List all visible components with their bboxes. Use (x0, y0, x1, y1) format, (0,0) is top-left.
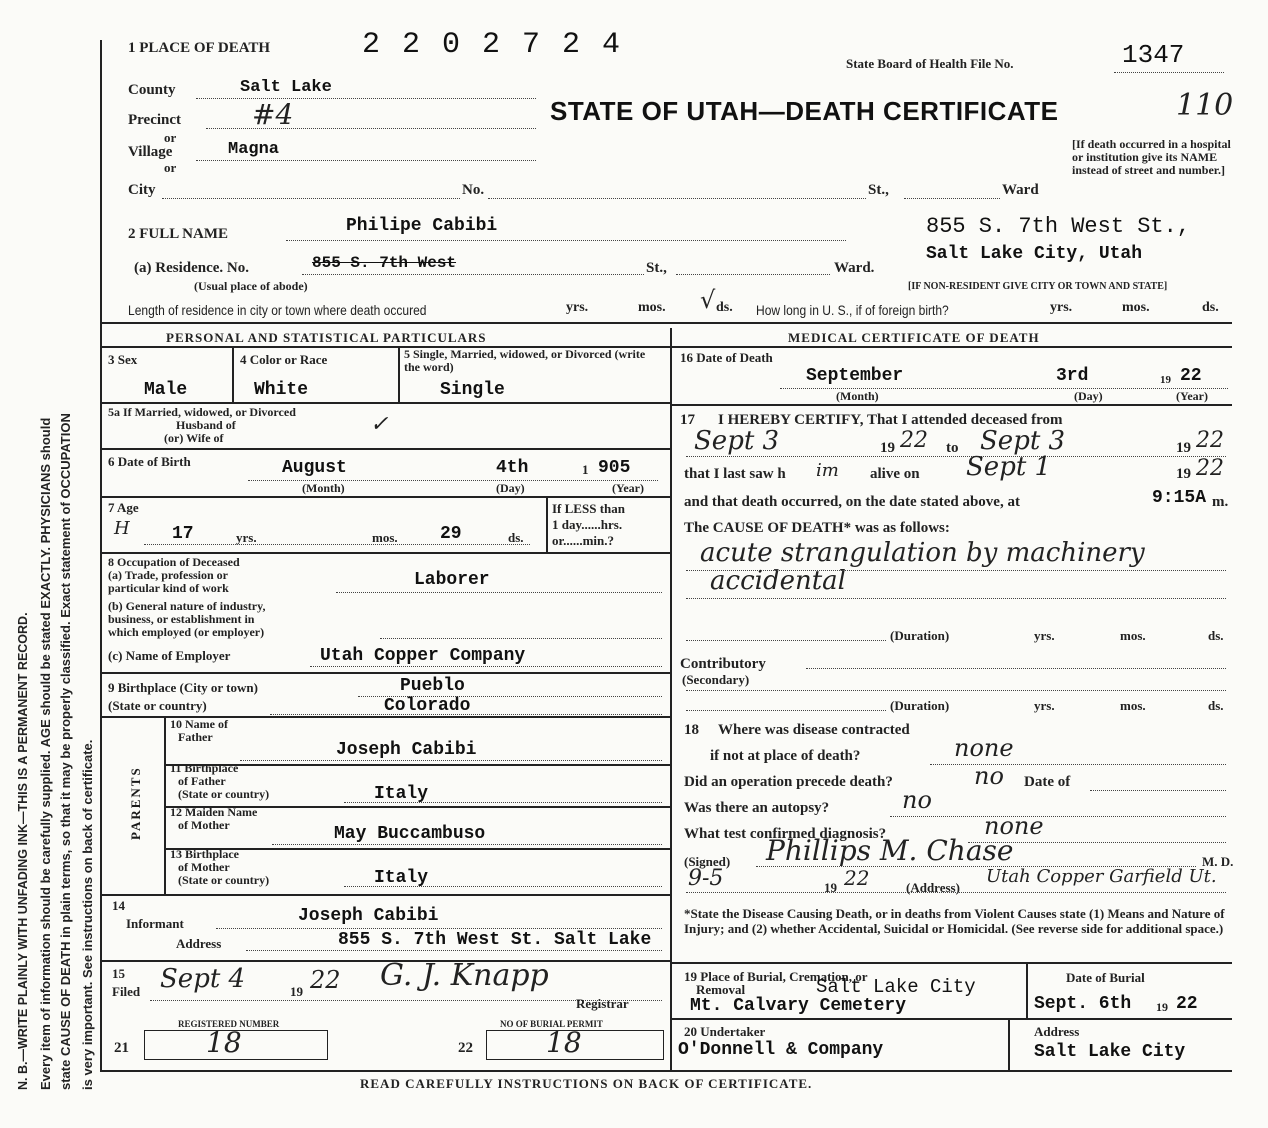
race-value: White (254, 380, 309, 400)
attended-to-year: 22 (1196, 428, 1224, 453)
physician-signature: Phillips M. Chase (766, 834, 1014, 867)
sidebar-line-4: is very important. See instructions on back of certificate. (80, 739, 95, 1090)
last-saw-year: 22 (1196, 456, 1224, 481)
employer-label: (c) Name of Employer (108, 648, 231, 663)
attended-from-year: 22 (900, 428, 928, 453)
race-label: 4 Color or Race (240, 352, 328, 367)
disease-number: 18 (684, 722, 699, 738)
death-year-label: (Year) (1176, 389, 1208, 403)
file-label: State Board of Health File No. (846, 56, 1014, 71)
footnote: *State the Disease Causing Death, or in deaths from Violent Causes state (1) Means and Nature of Injury; and (2) whether Accidental, Suicidal or Homicidal. (See reverse side for additional space.) (684, 906, 1225, 936)
burial-year: 22 (1176, 994, 1198, 1014)
dob-year: 905 (598, 458, 631, 478)
father-bp-label-3: (State or country) (178, 787, 270, 801)
us-ds: ds. (1202, 300, 1219, 315)
age-mark: H (114, 518, 130, 539)
alive-on-text: alive on (870, 466, 920, 482)
burial-date: Sept. 6th (1034, 994, 1132, 1014)
burial-city: Salt Lake City (816, 976, 976, 998)
duration-yrs-1: yrs. (1034, 628, 1055, 643)
certify-number: 17 (680, 412, 695, 428)
age-ds-label: ds. (508, 530, 524, 545)
parents-label: PARENTS (128, 766, 143, 840)
informant-address-label: Address (176, 936, 222, 951)
full-name-label: 2 FULL NAME (128, 226, 229, 242)
duration-yrs-2: yrs. (1034, 698, 1055, 713)
death-time-m: m. (1212, 494, 1229, 510)
ward-label: Ward (1002, 182, 1039, 198)
village-label: Village (128, 144, 173, 160)
less-than-label-3: or......min.? (552, 533, 614, 548)
attended-from-date: Sept 3 (694, 426, 780, 456)
precinct-label: Precinct (128, 112, 182, 128)
less-than-label-1: If LESS than (552, 501, 625, 516)
top-section-border (100, 322, 1232, 324)
or-label-1: or (164, 130, 177, 145)
burial-date-label: Date of Burial (1066, 970, 1145, 985)
usual-abode-label: (Usual place of abode) (194, 279, 308, 293)
county-label: County (128, 82, 176, 98)
test-value: none (984, 812, 1044, 840)
length-yrs: yrs. (566, 300, 589, 315)
duration-ds-1: ds. (1208, 628, 1224, 643)
duration-mos-1: mos. (1120, 628, 1146, 643)
occupation-label-2: (a) Trade, profession or (108, 568, 228, 582)
disease-label-2: if not at place of death? (710, 748, 861, 764)
industry-label-2: business, or establishment in (108, 612, 255, 626)
age-yrs-label: yrs. (236, 530, 257, 545)
father-bp-label-1: 11 Birthplace (170, 761, 239, 775)
operation-value: no (974, 762, 1004, 790)
birthplace-city: Pueblo (400, 676, 465, 696)
marital-label: 5 Single, Married, widowed, or Divorced (write the word) (404, 347, 646, 374)
dob-year-label: (Year) (612, 481, 644, 495)
cause-label: The CAUSE OF DEATH* was as follows: (684, 520, 950, 536)
signed-date: 9-5 (688, 866, 724, 891)
filed-year: 22 (310, 966, 341, 994)
hospital-note: [If death occurred in a hospital or institution give its NAME instead of street and number.] (1072, 137, 1231, 177)
occupation-value: Laborer (414, 570, 490, 590)
burial-place: Mt. Calvary Cemetery (690, 996, 907, 1016)
attended-to-date: Sept 3 (980, 426, 1066, 456)
medical-section-title: MEDICAL CERTIFICATE OF DEATH (788, 330, 1040, 345)
mother-label-1: 12 Maiden Name (170, 805, 258, 819)
center-divider (670, 328, 672, 1070)
registrar-label: Registrar (576, 996, 629, 1011)
father-birthplace: Italy (374, 784, 429, 804)
spouse-label-2: Husband of (176, 418, 236, 432)
certificate-title: STATE OF UTAH—DEATH CERTIFICATE (550, 96, 1059, 126)
industry-label-3: which employed (or employer) (108, 625, 265, 639)
no-label: No. (462, 182, 485, 198)
father-label-2: Father (178, 730, 213, 744)
stamp-number: 2 2 0 2 7 2 4 (362, 28, 623, 62)
dob-month-label: (Month) (302, 481, 345, 495)
dob-day: 4th (496, 458, 529, 478)
address-line-2: Salt Lake City, Utah (926, 244, 1143, 264)
us-residence-label: How long in U. S., if of foreign birth? (756, 302, 949, 318)
undertaker-address-label: Address (1034, 1024, 1080, 1039)
duration-ds-2: ds. (1208, 698, 1224, 713)
registered-field-number: 21 (114, 1040, 129, 1056)
duration-label-2: (Duration) (890, 698, 950, 713)
birthplace-label-2: (State or country) (108, 698, 207, 713)
to-19: 19 (1176, 440, 1191, 456)
personal-section-title: PERSONAL AND STATISTICAL PARTICULARS (166, 330, 487, 345)
left-border (100, 40, 102, 1070)
nonresident-label: [IF NON-RESIDENT GIVE CITY OR TOWN AND STATE] (908, 281, 1168, 292)
father-label-1: 10 Name of (170, 717, 228, 731)
residence-st-label: St., (646, 260, 667, 276)
burial-label-1: 19 Place of Burial, Cremation, or (684, 969, 868, 984)
burial-permit-field-number: 22 (458, 1040, 473, 1056)
death-month-label: (Month) (836, 389, 879, 403)
full-name-value: Philipe Cabibi (346, 216, 498, 236)
registered-number-value: 18 (206, 1026, 242, 1059)
mother-bp-label-3: (State or country) (178, 873, 270, 887)
less-than-label-2: 1 day......hrs. (552, 517, 623, 532)
informant-name: Joseph Cabibi (298, 906, 439, 926)
occupation-label-1: 8 Occupation of Deceased (108, 555, 240, 569)
informant-label: Informant (126, 916, 184, 931)
burial-19: 19 (1156, 1000, 1168, 1014)
last-saw-pronoun: im (816, 460, 839, 481)
death-time: 9:15A (1152, 488, 1207, 508)
from-19: 19 (880, 440, 895, 456)
father-name: Joseph Cabibi (336, 740, 477, 760)
registered-number-label: REGISTERED NUMBER (178, 1019, 280, 1029)
sex-label: 3 Sex (108, 352, 138, 367)
age-mos-label: mos. (372, 530, 398, 545)
sidebar-line-1: N. B.—WRITE PLAINLY WITH UNFADING INK—THIS IS A PERMANENT RECORD. (16, 612, 30, 1090)
sidebar-line-2: Every item of information should be carefully supplied. AGE should be stated EXACTLY. PHYSICIANS should (38, 417, 53, 1090)
spouse-mark: ✓ (370, 412, 389, 437)
death-occurred-text: and that death occurred, on the date stated above, at (684, 494, 1020, 510)
place-of-death-label: 1 PLACE OF DEATH (128, 40, 271, 56)
county-value: Salt Lake (240, 78, 332, 97)
employer-value: Utah Copper Company (320, 646, 526, 666)
us-mos: mos. (1122, 300, 1150, 315)
or-label-2: or (164, 160, 177, 175)
disease-value: none (954, 734, 1014, 762)
sex-value: Male (144, 380, 188, 400)
to-label: to (946, 440, 959, 456)
last-saw-date: Sept 1 (966, 452, 1052, 482)
us-yrs: yrs. (1050, 300, 1073, 315)
spouse-label-1: 5a If Married, widowed, or Divorced (108, 405, 296, 419)
filed-date: Sept 4 (160, 964, 246, 994)
date-of-label: Date of (1024, 774, 1071, 790)
industry-label-1: (b) General nature of industry, (108, 599, 266, 613)
mother-birthplace: Italy (374, 868, 429, 888)
death-19: 19 (1160, 374, 1171, 386)
residence-label: (a) Residence. No. (134, 260, 249, 276)
occupation-label-3: particular kind of work (108, 581, 229, 595)
file-number: 1347 (1122, 40, 1185, 70)
burial-label-2: Removal (696, 982, 746, 997)
burial-permit-label: NO OF BURIAL PERMIT (500, 1019, 603, 1029)
mother-bp-label-2: of Mother (178, 860, 230, 874)
father-bp-label-2: of Father (178, 774, 226, 788)
death-year: 22 (1180, 366, 1202, 386)
cause-line-1: acute strangulation by machinery (700, 538, 1145, 568)
autopsy-value: no (902, 786, 932, 814)
birthplace-state: Colorado (384, 696, 471, 716)
birthplace-label-1: 9 Birthplace (City or town) (108, 680, 258, 695)
mother-name: May Buccambuso (334, 824, 486, 844)
signed-address-label: (Address) (906, 880, 960, 895)
spouse-label-3: (or) Wife of (164, 431, 224, 445)
age-label: 7 Age (108, 500, 139, 515)
filed-19: 19 (290, 984, 303, 999)
autopsy-label: Was there an autopsy? (684, 800, 830, 816)
title-handwritten-number: 110 (1176, 88, 1234, 123)
age-years: 17 (172, 524, 194, 544)
undertaker-label: 20 Undertaker (684, 1024, 766, 1039)
death-day-label: (Day) (1074, 389, 1103, 403)
informant-number: 14 (112, 898, 125, 913)
st-label: St., (868, 182, 889, 198)
duration-mos-2: mos. (1120, 698, 1146, 713)
signed-address-value: Utah Copper Garfield Ut. (986, 866, 1217, 887)
address-line-1: 855 S. 7th West St., (926, 214, 1191, 239)
residence-value: 855 S. 7th West (312, 254, 457, 272)
length-ds: ds. (716, 300, 733, 315)
mother-bp-label-1: 13 Birthplace (170, 847, 239, 861)
certify-text: I HEREBY CERTIFY, That I attended deceased from (718, 412, 1063, 428)
date-of-death-label: 16 Date of Death (680, 350, 773, 365)
burial-permit-value: 18 (546, 1026, 582, 1059)
disease-label: Where was disease contracted (718, 722, 910, 738)
signed-label: (Signed) (684, 854, 731, 869)
footer-instructions: READ CAREFULLY INSTRUCTIONS ON BACK OF CERTIFICATE. (360, 1076, 813, 1091)
dob-day-label: (Day) (496, 481, 525, 495)
duration-label-1: (Duration) (890, 628, 950, 643)
sidebar-line-3: state CAUSE OF DEATH in plain terms, so that it may be properly classified. Exact statement of OCCUPATION (58, 413, 73, 1090)
undertaker-address: Salt Lake City (1034, 1042, 1186, 1062)
contributory-label: Contributory (680, 656, 766, 672)
last-saw-19: 19 (1176, 466, 1191, 482)
signed-year: 22 (844, 866, 870, 890)
filed-number: 15 (112, 966, 125, 981)
md-label: M. D. (1202, 854, 1234, 869)
registrar-signature: G. J. Knapp (380, 958, 549, 993)
mother-label-2: of Mother (178, 818, 230, 832)
length-residence-label: Length of residence in city or town where death occured (128, 302, 427, 318)
operation-label: Did an operation precede death? (684, 774, 893, 790)
test-label: What test confirmed diagnosis? (684, 826, 887, 842)
length-mos: mos. (638, 300, 666, 315)
residence-ward-label: Ward. (834, 260, 875, 276)
undertaker-value: O'Donnell & Company (678, 1040, 884, 1060)
death-month: September (806, 366, 904, 386)
dob-year-prefix: 1 (582, 462, 589, 477)
village-value: Magna (228, 140, 280, 159)
precinct-value: #4 (252, 98, 294, 131)
filed-label: Filed (112, 984, 141, 999)
secondary-label: (Secondary) (682, 672, 750, 687)
city-label: City (128, 182, 156, 198)
dob-month: August (282, 458, 347, 478)
informant-address: 855 S. 7th West St. Salt Lake (338, 930, 652, 950)
age-days: 29 (440, 524, 462, 544)
cause-line-2: accidental (710, 566, 846, 596)
last-saw-text: that I last saw h (684, 466, 786, 482)
marital-value: Single (440, 380, 505, 400)
death-day: 3rd (1056, 366, 1089, 386)
length-mark: √ (700, 286, 716, 314)
signed-19: 19 (824, 880, 837, 895)
dob-label: 6 Date of Birth (108, 454, 191, 469)
